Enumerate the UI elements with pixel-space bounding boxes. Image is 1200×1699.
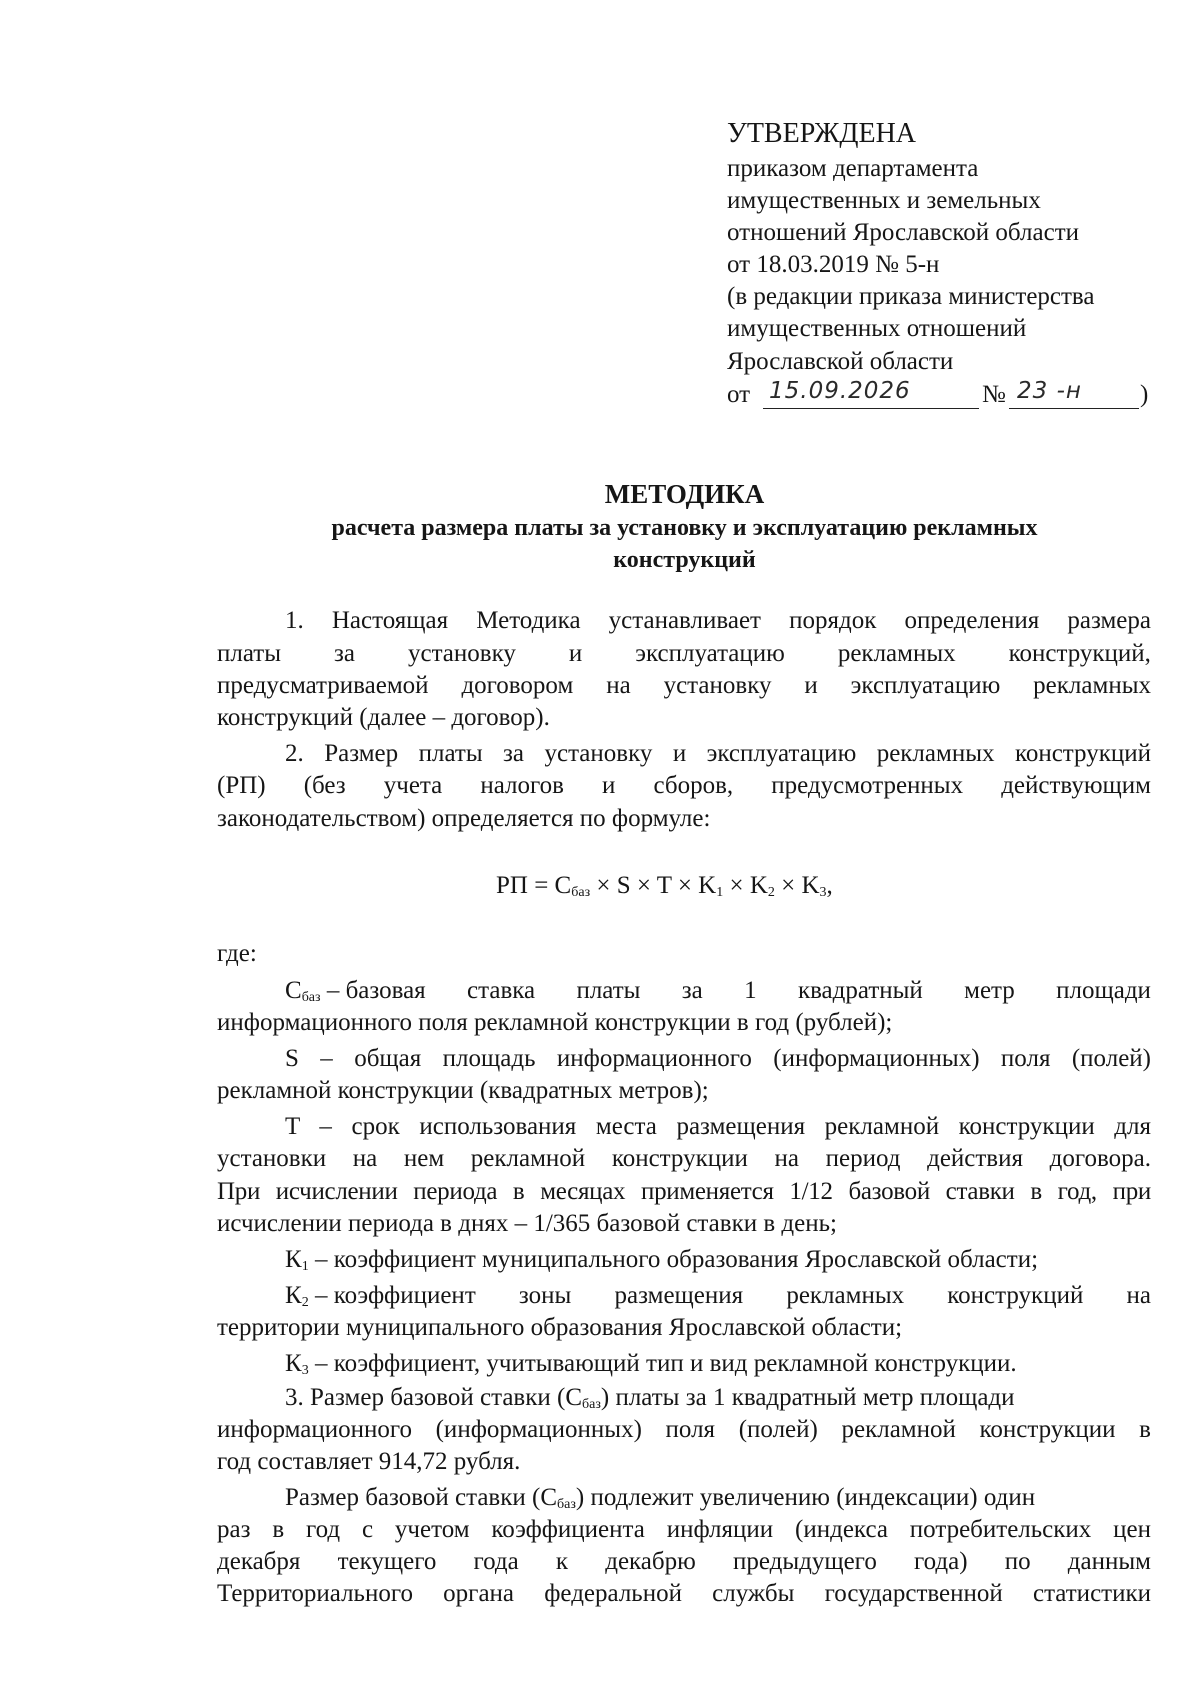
word: декабрю <box>605 1548 696 1575</box>
word: эксплуатацию <box>635 640 785 667</box>
number-underline <box>1009 408 1139 409</box>
definition-line: S – общая площадь информационного (информационных) поля (полей) <box>285 1045 1151 1072</box>
definition-line: При исчислении периода в месяцах применяется 1/12 базовой ставки в год, при <box>217 1178 1151 1205</box>
symbol: К <box>285 1350 302 1377</box>
word: рекламных <box>786 1282 905 1309</box>
word: (без <box>303 772 346 799</box>
word: – коэффициент <box>314 1282 476 1309</box>
definition-line <box>285 975 1151 1007</box>
word: действия <box>927 1145 1023 1172</box>
symbol: К <box>285 1246 302 1273</box>
definition-text: – коэффициент, учитывающий тип и вид рекламной конструкции. <box>308 1350 1017 1377</box>
definition-line <box>285 1348 1017 1380</box>
text: ) подлежит увеличению (индексации) один <box>575 1484 1036 1511</box>
paragraph-line <box>217 1546 1151 1578</box>
word: платы <box>576 977 641 1004</box>
symbol: С <box>285 977 302 1004</box>
definition-line <box>285 1244 1038 1276</box>
formula <box>496 870 833 902</box>
definition-line: T – срок использования места размещения рекламной конструкции для <box>285 1113 1151 1140</box>
from-label: от <box>727 381 751 408</box>
text: Размер базовой ставки (С <box>285 1484 557 1511</box>
word: к <box>555 1548 569 1575</box>
paragraph-line: предусматриваемой договором на установку и эксплуатацию рекламных <box>217 672 1151 699</box>
word: и <box>602 772 616 799</box>
word: учета <box>383 772 443 799</box>
word <box>285 975 426 1007</box>
symbol-subscript: баз <box>582 1397 601 1412</box>
paragraph-line <box>285 1382 1151 1414</box>
formula-part: , <box>826 872 833 899</box>
formula-part: × K <box>723 872 768 899</box>
definition-line: информационного поля рекламной конструкции в год (рублей); <box>217 1009 893 1036</box>
title-subtitle: конструкций <box>613 547 756 573</box>
word: за <box>681 977 703 1004</box>
definition-line: рекламной конструкции (квадратных метров); <box>217 1077 709 1104</box>
approval-line: отношений Ярославской области <box>727 219 1080 246</box>
word: данным <box>1067 1548 1151 1575</box>
word: нем <box>403 1145 445 1172</box>
approval-signature-line <box>727 379 1151 411</box>
word <box>285 1280 476 1312</box>
title-subtitle: расчета размера платы за установку и эксплуатацию рекламных <box>331 515 1038 541</box>
approval-line: имущественных и земельных <box>727 187 1041 214</box>
approval-line: от 18.03.2019 № 5-н <box>727 251 940 278</box>
word: ставка <box>467 977 536 1004</box>
date-underline <box>763 408 979 409</box>
paragraph-line <box>285 1482 1035 1514</box>
paragraph-line: информационного (информационных) поля (полей) рекламной конструкции в <box>217 1416 1151 1443</box>
approval-line: имущественных отношений <box>727 315 1027 342</box>
approval-line: (в редакции приказа министерства <box>727 283 1095 310</box>
word: размещения <box>614 1282 744 1309</box>
symbol-subscript: 1 <box>301 1259 309 1274</box>
word: сборов, <box>653 772 734 799</box>
word: декабря <box>217 1548 301 1575</box>
formula-subscript: 2 <box>767 885 775 900</box>
word: на <box>1126 1282 1151 1309</box>
symbol-subscript: баз <box>557 1497 576 1512</box>
symbol-subscript: 2 <box>301 1295 309 1310</box>
paragraph-line: Территориального органа федеральной службы государственной статистики <box>217 1580 1151 1607</box>
approval-line: приказом департамента <box>727 155 979 182</box>
approval-heading: УТВЕРЖДЕНА <box>727 118 917 149</box>
word: зоны <box>518 1282 572 1309</box>
paragraph-line <box>217 638 1151 670</box>
word: договора. <box>1049 1145 1151 1172</box>
paragraph-line: год составляет 914,72 рубля. <box>217 1448 521 1475</box>
word: установку <box>407 640 516 667</box>
word: квадратный <box>797 977 923 1004</box>
word: 1 <box>744 977 757 1004</box>
word: по <box>1004 1548 1031 1575</box>
definition-line <box>285 1280 1151 1312</box>
definition-line: территории муниципального образования Ярославской области; <box>217 1314 903 1341</box>
where-label: где: <box>217 940 257 967</box>
word: предыдущего <box>732 1548 877 1575</box>
formula-part: × S × T × K <box>590 872 717 899</box>
word: предусмотренных <box>771 772 964 799</box>
word: за <box>334 640 355 667</box>
word: на <box>352 1145 378 1172</box>
close-paren: ) <box>1140 381 1149 408</box>
definition-line <box>217 1143 1151 1175</box>
handwritten-number: 23 -н <box>1017 378 1082 404</box>
word: рекламных <box>837 640 956 667</box>
word: (РП) <box>217 772 266 799</box>
word: текущего <box>337 1548 437 1575</box>
word: конструкций, <box>1008 640 1151 667</box>
paragraph-line <box>217 770 1151 802</box>
word: действующим <box>1001 772 1151 799</box>
word: года <box>473 1548 519 1575</box>
word: платы <box>217 640 282 667</box>
word: установки <box>217 1145 327 1172</box>
word: налогов <box>480 772 564 799</box>
definition-text: – коэффициент муниципального образования Ярославской области; <box>308 1246 1039 1273</box>
paragraph-line: раз в год с учетом коэффициента инфляции (индекса потребительских цен <box>217 1516 1151 1543</box>
formula-part: × K <box>774 872 820 899</box>
text: ) платы за 1 квадратный метр площади <box>600 1384 1015 1411</box>
symbol-subscript: 3 <box>301 1363 309 1378</box>
paragraph-line: конструкций (далее – договор). <box>217 704 550 731</box>
formula-part: РП = С <box>496 872 572 899</box>
word: года) <box>913 1548 968 1575</box>
word: и <box>568 640 583 667</box>
paragraph-line: 2. Размер платы за установку и эксплуатацию рекламных конструкций <box>285 740 1151 767</box>
handwritten-date: 15.09.2026 <box>769 378 911 404</box>
paragraph-line: 1. Настоящая Методика устанавливает порядок определения размера <box>285 607 1151 634</box>
symbol-subscript: баз <box>301 990 321 1005</box>
word: на <box>774 1145 799 1172</box>
word: метр <box>964 977 1015 1004</box>
symbol: К <box>285 1282 302 1309</box>
word: – базовая <box>326 977 426 1004</box>
formula-subscript: баз <box>571 885 591 900</box>
formula-subscript: 1 <box>716 885 724 900</box>
approval-line: Ярославской области <box>727 348 954 375</box>
paragraph-text <box>285 1382 1015 1414</box>
paragraph-line: законодательством) определяется по формуле: <box>217 805 711 832</box>
word: конструкций <box>947 1282 1084 1309</box>
word: конструкции <box>611 1145 748 1172</box>
definition-line: исчислении периода в днях – 1/365 базовой ставки в день; <box>217 1210 837 1237</box>
title-main: МЕТОДИКА <box>604 479 765 509</box>
number-label: № <box>982 381 1006 408</box>
formula-subscript: 3 <box>819 885 827 900</box>
word: площади <box>1056 977 1151 1004</box>
word: период <box>825 1145 901 1172</box>
word: рекламной <box>470 1145 586 1172</box>
text: 3. Размер базовой ставки (С <box>285 1384 582 1411</box>
